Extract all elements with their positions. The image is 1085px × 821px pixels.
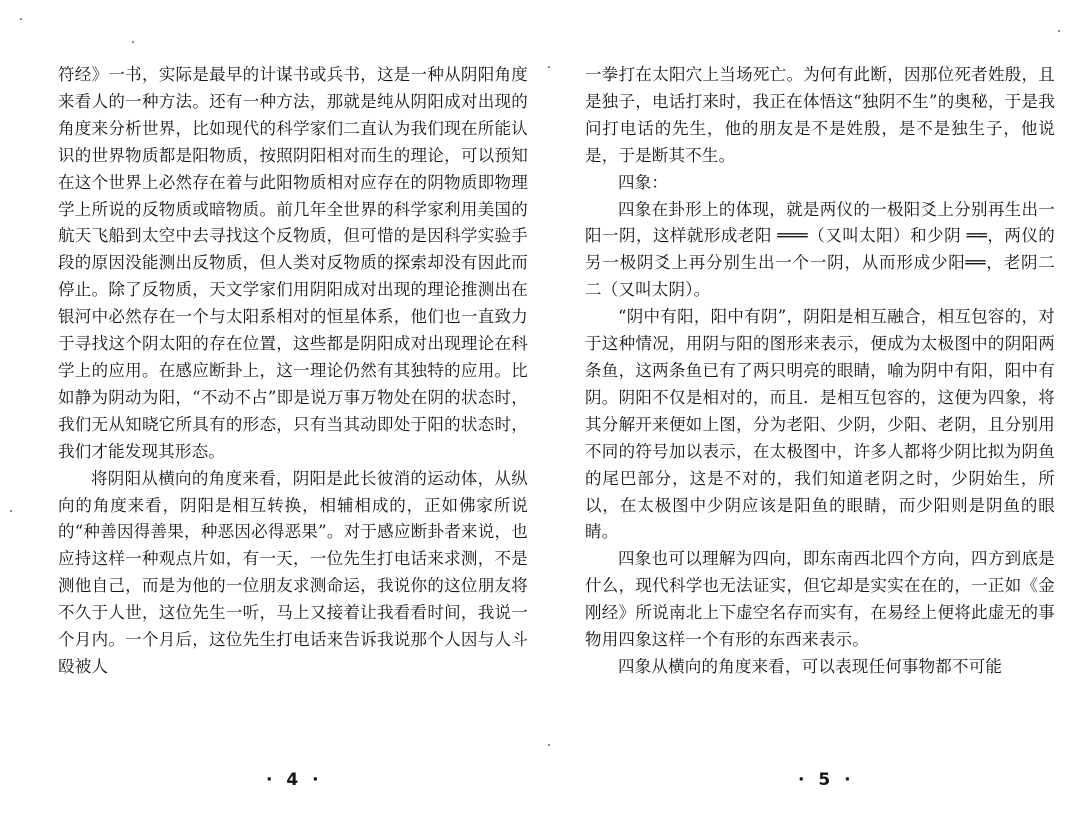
- left-paragraph-1: 符经》一书，实际是最早的计谋书或兵书，这是一种从阴阳角度来看人的一种方法。还有一种方法，那就是纯从阴阳成对出现的角度来分析世界，比如现代的科学家们二直认为我们现在所能认识的世界物质都是阳物质，按照阴阳相对而生的理论，可以预知在这个世界上必然存在着与此阳物质相对应存在的阴物质即物理学上所说的反物质或暗物质。前几年全世界的科学家利用美国的航天飞船到太空中去寻找这个反物质，但可惜的是因科学实验手段的原因没能测出反物质，但人类对反物质的探索却没有因此而停止。除了反物质，天文学家们用阴阳成对出现的理论推测出在银河中必然存在一个与太阳系相对的恒星体系，他们也一直致力于寻找这个阴太阳的存在位置，这些都是阴阳成对出现理论在科学上的应用。在感应断卦上，这一理论仍然有其独特的应用。比如静为阴动为阳，“不动不占”即是说万事万物处在阴的状态时，我们无从知晓它所具有的形态，只有当其动即处于阳的状态时，我们才能发现其形态。: [58, 65, 528, 461]
- right-page: [585, 62, 1055, 681]
- scan-speck: [10, 510, 12, 512]
- section-heading-four-images: 四象：: [618, 172, 669, 192]
- left-page-number: · 4 ·: [266, 770, 323, 790]
- right-paragraph-1: 一拳打在太阳穴上当场死亡。为何有此断，因那位死者姓殷，且是独子，电话打来时，我正在体悟这“独阴不生”的奥秘，于是我问打电话的先生，他的朋友是不是姓殷，是不是独生子，他说是，于是断其不生。: [585, 65, 1055, 165]
- right-page-number: · 5 ·: [798, 770, 855, 790]
- right-paragraph-2: 四象在卦形上的体现，就是两仪的一极阳爻上分别再生出一阳一阴，这样就形成老阳 ═══（又叫太阳）和少阴 ══，两仪的另一极阴爻上再分别生出一个一阴，从而形成少阳══，老阴二二（又叫太阴）。: [585, 199, 1055, 300]
- scan-speck: [1058, 30, 1060, 32]
- right-paragraph-5: 四象从横向的角度来看，可以表现任何事物都不可能: [618, 656, 1003, 676]
- right-paragraph-4: 四象也可以理解为四向，即东南西北四个方向，四方到底是什么，现代科学也无法证实，但它却是实实在在的，一正如《金刚经》所说南北上下虚空名存而实有，在易经上便将此虚无的事物用四象这样一个有形的东西来表示。: [585, 549, 1055, 650]
- left-page: [58, 62, 528, 681]
- scan-speck: [132, 41, 134, 43]
- right-paragraph-3: “阴中有阳，阳中有阴”，阴阳是相互融合，相互包容的，对于这种情况，用阴与阳的图形来表示，便成为太极图中的阴阳两条鱼，这两条鱼已有了两只明亮的眼睛，喻为阴中有阳，阳中有阴。阴阳不仅是相对的，而且．是相互包容的，这便为四象，将其分解开来便如上图，分为老阳、少阴，少阳、老阴，且分别用不同的符号加以表示，在太极图中，许多人都将少阴比拟为阴鱼的尾巴部分，这是不对的，我们知道老阴之时，少阴始生，所以，在太极图中少阴应该是阳鱼的眼睛，而少阳则是阴鱼的眼睛。: [585, 307, 1055, 542]
- scan-speck: [20, 18, 22, 20]
- left-paragraph-2: 将阴阳从横向的角度来看，阴阳是此长彼消的运动体，从纵向的角度来看，阴阳是相互转换，相辅相成的，正如佛家所说的“种善因得善果，种恶因必得恶果”。对于感应断卦者来说，也应持这样一种观点片如，有一天，一位先生打电话来求测，不是测他自己，而是为他的一位朋友求测命运，我说你的这位朋友将不久于人世，这位先生一听，马上又接着让我看看时间，我说一个月内。一个月后，这位先生打电话来告诉我说那个人因与人斗殴被人: [58, 468, 528, 676]
- scan-speck: [548, 66, 550, 68]
- scan-speck: [548, 744, 550, 746]
